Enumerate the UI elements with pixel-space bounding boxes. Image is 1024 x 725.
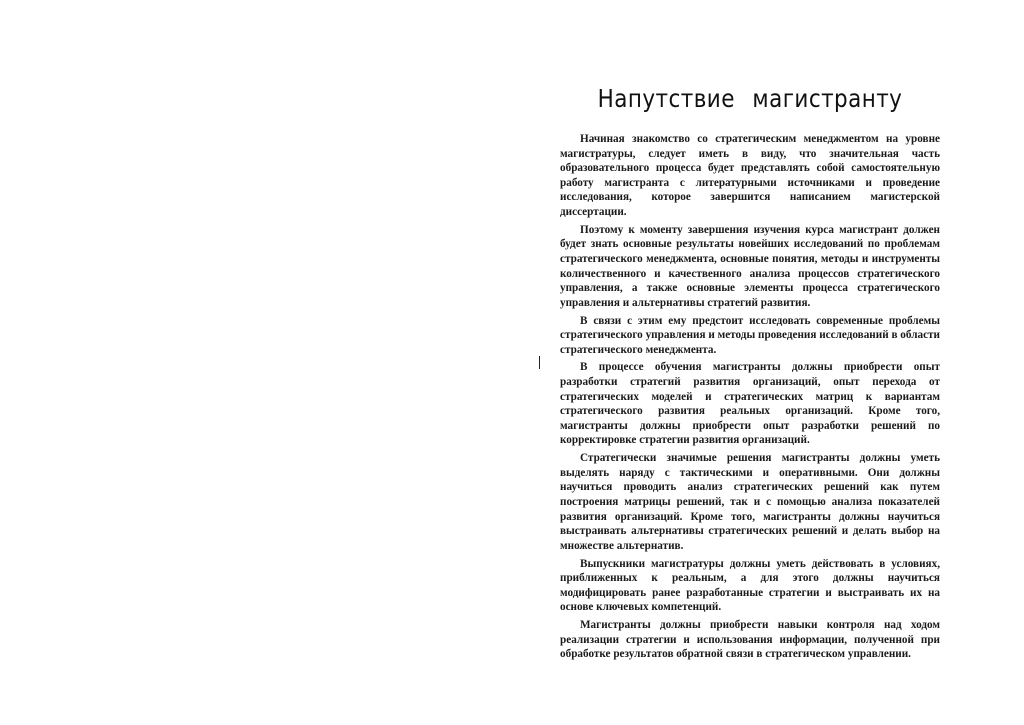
paragraph-2: Поэтому к моменту завершения изучения курса магистрант должен будет знать основные результаты новейших исследований по проблемам стратегического менеджмента, основные понятия, методы и инструменты количественного и качественного анализа процессов стратегического управления, а также основные элементы процесса стратегического управления и альтернативы стратегий развития. [560,223,940,309]
paragraph-5: Стратегически значимые решения магистранты должны уметь выделять наряду с тактическими и оперативными. Они должны научиться проводить анализ стратегических решений как путем построения матрицы решений, так и с помощью анализа показателей развития организаций. Кроме того, магистранты должны научиться выстраивать альтернативы стратегических решений и делать выбор на множестве альтернатив. [560,452,940,552]
paragraph-4: В процессе обучения магистранты должны приобрести опыт разработки стратегий развития организаций, опыт перехода от стратегических моделей и стратегических матриц к вариантам стратегического развития реальных организаций. Кроме того, магистранты должны приобрести опыт разработки решений по корректировке стратегии развития организаций. [560,361,940,447]
body-text [560,132,940,665]
paragraph-7: Магистранты должны приобрести навыки контроля над ходом реализации стратегии и использования информации, полученной при обработке результатов обратной связи в стратегическом управлении. [560,619,940,661]
paragraph-3: В связи с этим ему предстоит исследовать современные проблемы стратегического управления и методы проведения исследований в области стратегического менеджмента. [560,314,940,356]
margin-mark [539,356,540,369]
paragraph-1: Начиная знакомство со стратегическим менеджментом на уровне магистратуры, следует иметь в виду, что значительная часть образовательного процесса будет представлять собой самостоятельную работу магистранта с литературными источниками и проведение исследования, которое завершится написанием магистерской диссертации. [560,133,940,218]
page-title: Напутствие магистранту [597,84,903,113]
paragraph-6: Выпускники магистратуры должны уметь действовать в условиях, приближенных к реальным, а для этого должны научиться модифицировать ранее разработанные стратегии и выстраивать их на основе ключевых компетенций. [560,557,940,614]
